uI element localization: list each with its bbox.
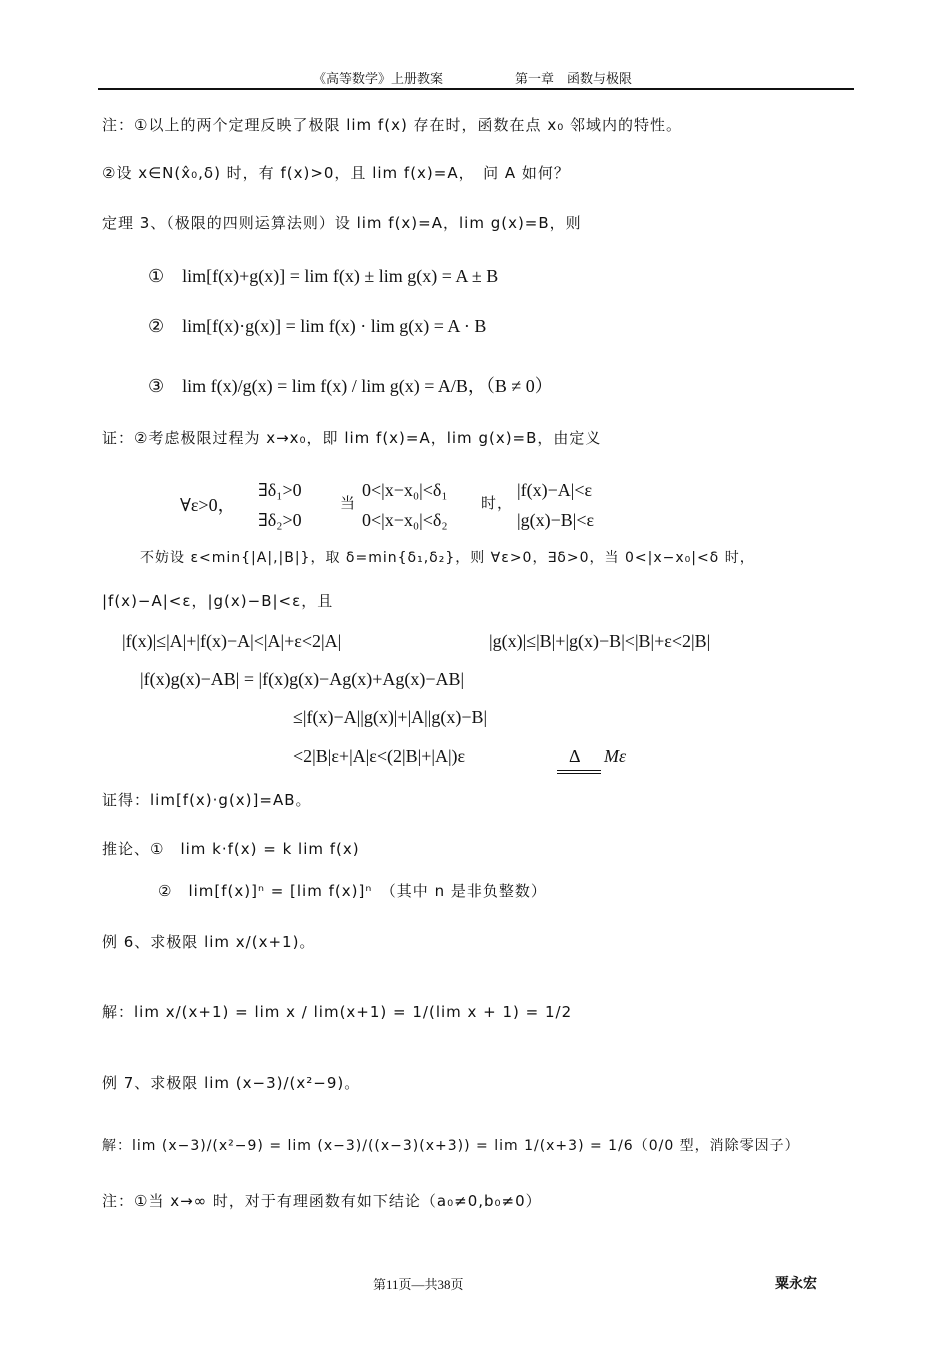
definition-underline bbox=[557, 756, 601, 774]
corollary-1: 推论、① lim k·f(x) = k lim f(x) bbox=[102, 840, 360, 858]
note-rational: 注：①当 x→∞ 时，对于有理函数有如下结论（a₀≠0,b₀≠0） bbox=[102, 1192, 542, 1210]
delta2-cond: ∃δ₂>0 bbox=[258, 510, 302, 530]
solution-7: 解：lim (x−3)/(x²−9) = lim (x−3)/((x−3)(x+3)) = lim 1/(x+3) = 1/6（0/0 型，消除零因子） bbox=[102, 1138, 800, 1154]
assume-line: 不妨设 ε<min{|A|,|B|}，取 δ=min{δ₁,δ₂}，则 ∀ε>0，∃δ>0，当 0<|x−x₀|<δ 时， bbox=[140, 550, 755, 566]
then-word: 时， bbox=[481, 494, 514, 512]
f-abs-bound: |f(x)|≤|A|+|f(x)−A|<|A|+ε<2|A| bbox=[122, 631, 342, 651]
when-word: 当 bbox=[340, 494, 357, 512]
neigh2-cond: 0<|x−x₀|<δ₂ bbox=[362, 510, 448, 530]
rule-sum: ① lim[f(x)+g(x)] = lim f(x) ± lim g(x) = A ± B bbox=[148, 266, 499, 286]
author-signature: 粟永宏 bbox=[775, 1276, 817, 1292]
rule-product: ② lim[f(x)·g(x)] = lim f(x) · lim g(x) = A · B bbox=[148, 316, 487, 336]
theorem-3: 定理 3、（极限的四则运算法则）设 lim f(x)=A，lim g(x)=B，则 bbox=[102, 214, 582, 232]
inequality-2: <2|B|ε+|A|ε<(2|B|+|A|)ε bbox=[293, 746, 466, 766]
proof-intro: 证：②考虑极限过程为 x→x₀，即 lim f(x)=A，lim g(x)=B，由定义 bbox=[102, 429, 602, 447]
m-epsilon: Mε bbox=[604, 746, 627, 766]
example-6: 例 6、求极限 lim x/(x+1)。 bbox=[102, 933, 316, 951]
bounds-line: |f(x)−A|<ε，|g(x)−B|<ε，且 bbox=[102, 592, 334, 610]
define-delta: Δ bbox=[569, 746, 581, 766]
g-bound: |g(x)−B|<ε bbox=[517, 510, 595, 530]
page-number: 第11页—共38页 bbox=[373, 1277, 464, 1292]
example-7: 例 7、求极限 lim (x−3)/(x²−9)。 bbox=[102, 1074, 361, 1092]
rule-quotient: ③ lim f(x)/g(x) = lim f(x) / lim g(x) = A/B，（B ≠ 0） bbox=[148, 376, 553, 396]
proof-conclusion: 证得：lim[f(x)·g(x)]=AB。 bbox=[102, 791, 312, 809]
epsilon-cond: ∀ε>0， bbox=[180, 495, 236, 515]
delta1-cond: ∃δ₁>0 bbox=[258, 480, 302, 500]
neigh1-cond: 0<|x−x₀|<δ₁ bbox=[362, 480, 448, 500]
product-diff: |f(x)g(x)−AB| = |f(x)g(x)−Ag(x)+Ag(x)−AB| bbox=[140, 669, 465, 689]
inequality-1: ≤|f(x)−A||g(x)|+|A||g(x)−B| bbox=[293, 707, 488, 727]
solution-6: 解：lim x/(x+1) = lim x / lim(x+1) = 1/(lim x + 1) = 1/2 bbox=[102, 1003, 573, 1021]
corollary-2: ② lim[f(x)]ⁿ = [lim f(x)]ⁿ （其中 n 是非负整数） bbox=[158, 882, 547, 900]
g-abs-bound: |g(x)|≤|B|+|g(x)−B|<|B|+ε<2|B| bbox=[489, 631, 711, 651]
chapter-title: 第一章 函数与极限 bbox=[515, 71, 633, 86]
note-1: 注：①以上的两个定理反映了极限 lim f(x) 存在时，函数在点 x₀ 邻域内的特性。 bbox=[102, 116, 682, 134]
f-bound: |f(x)−A|<ε bbox=[517, 480, 593, 500]
note-2: ②设 x∈N(x̂₀,δ) 时，有 f(x)>0，且 lim f(x)=A， 问 A 如何？ bbox=[102, 164, 570, 182]
book-title: 《高等数学》上册教案 bbox=[313, 71, 444, 86]
page-header bbox=[98, 66, 854, 90]
